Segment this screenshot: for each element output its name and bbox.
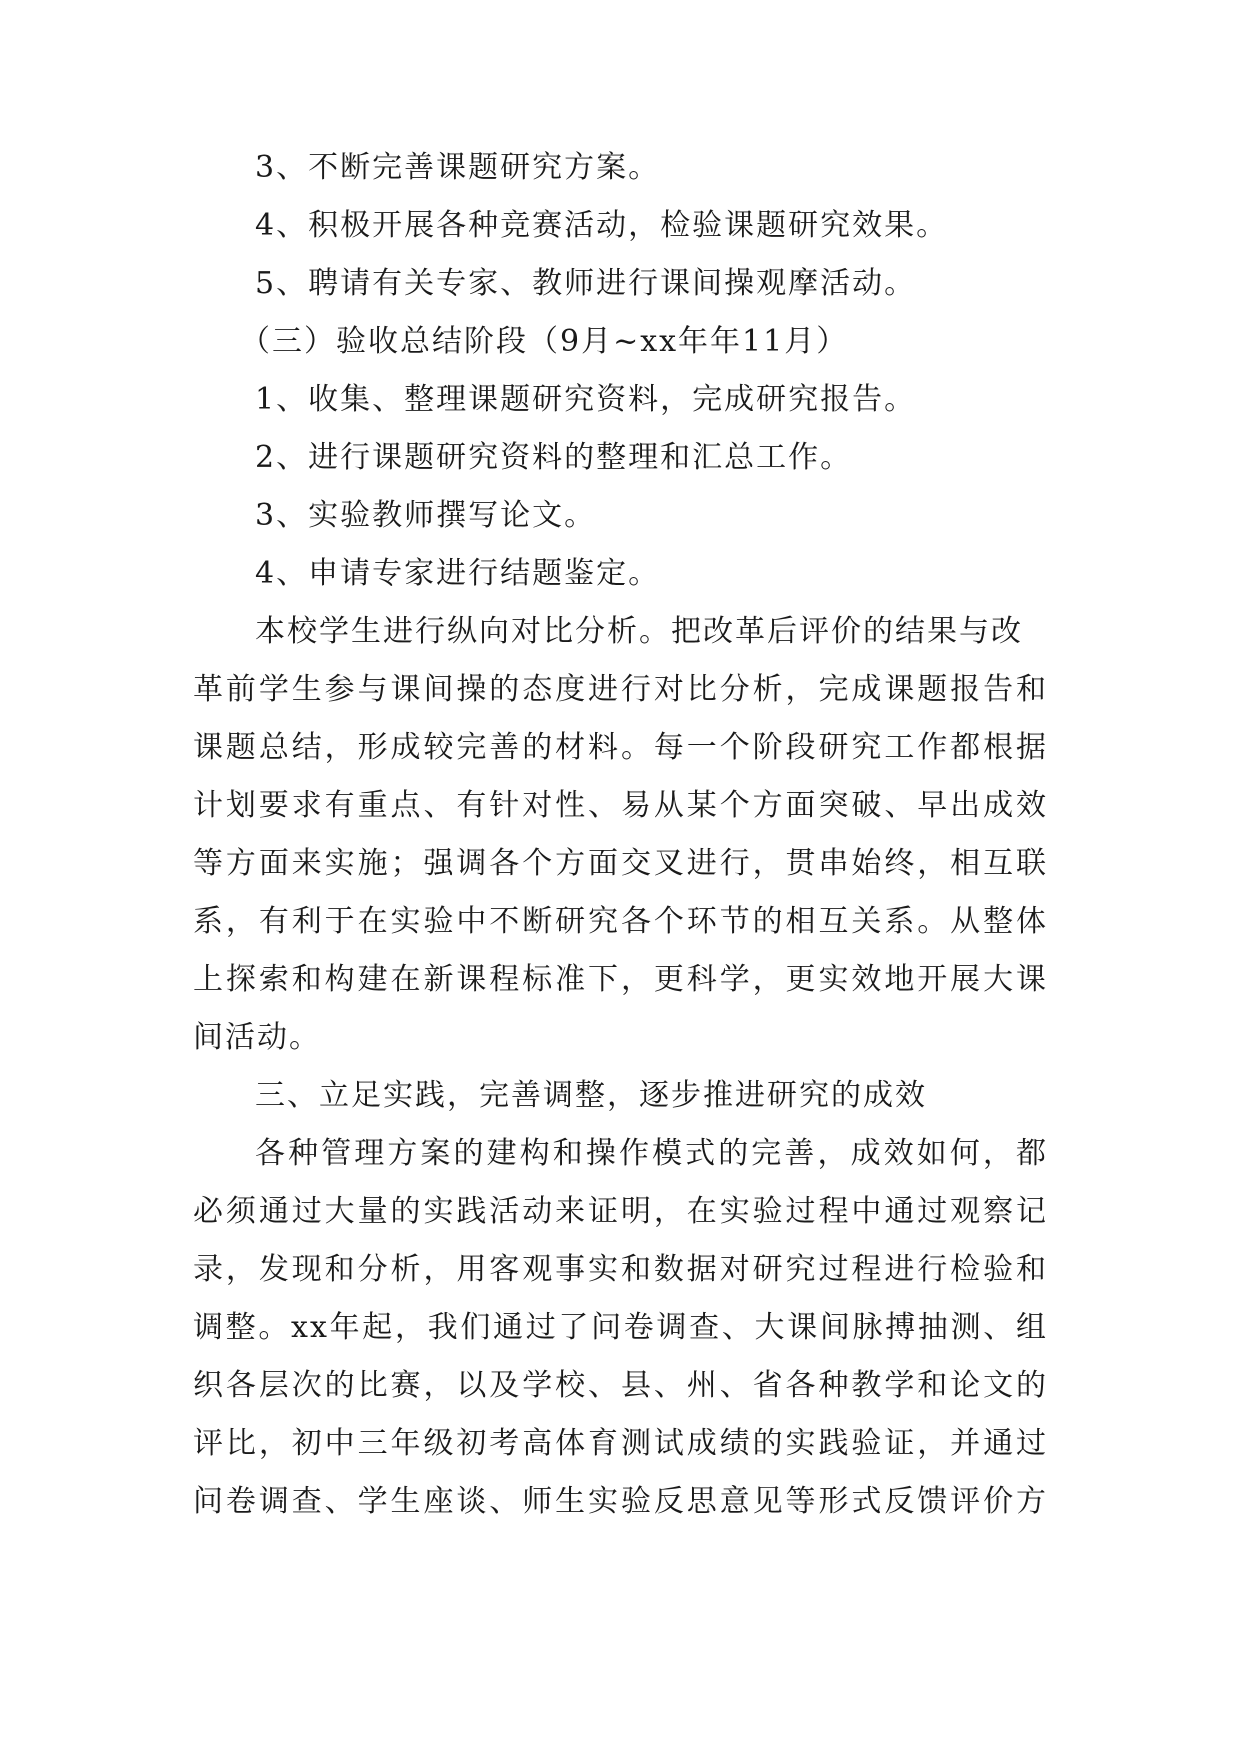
paragraph-line: 问卷调查、学生座谈、师生实验反思意见等形式反馈评价方 — [193, 1484, 1048, 1519]
list-item-4-competitions: 4、积极开展各种竞赛活动，检验课题研究效果。 — [255, 208, 949, 243]
paragraph-line: 革前学生参与课间操的态度进行对比分析，完成课题报告和 — [193, 672, 1048, 707]
paragraph-line: 上探索和构建在新课程标准下，更科学，更实效地开展大课 — [193, 962, 1048, 997]
paragraph-line: 录，发现和分析，用客观事实和数据对研究过程进行检验和 — [193, 1252, 1048, 1287]
paragraph-line: 等方面来实施；强调各个方面交叉进行，贯串始终，相互联 — [193, 846, 1048, 881]
list-item-5-experts: 5、聘请有关专家、教师进行课间操观摩活动。 — [255, 266, 917, 301]
paragraph-line: 课题总结，形成较完善的材料。每一个阶段研究工作都根据 — [193, 730, 1048, 765]
paragraph-line: 必须通过大量的实践活动来证明，在实验过程中通过观察记 — [193, 1194, 1048, 1229]
list-item-4-appraisal: 4、申请专家进行结题鉴定。 — [255, 556, 661, 591]
list-item-3-refine-plan: 3、不断完善课题研究方案。 — [255, 150, 661, 185]
list-item-1-collect: 1、收集、整理课题研究资料，完成研究报告。 — [255, 382, 917, 417]
paragraph-line: 系，有利于在实验中不断研究各个环节的相互关系。从整体 — [193, 904, 1048, 939]
paragraph-line: 间活动。 — [193, 1020, 321, 1055]
paragraph-line: 计划要求有重点、有针对性、易从某个方面突破、早出成效 — [193, 788, 1048, 823]
section-heading-practice: 三、立足实践，完善调整，逐步推进研究的成效 — [255, 1078, 927, 1113]
paragraph-line: 各种管理方案的建构和操作模式的完善，成效如何，都 — [255, 1136, 1048, 1171]
paragraph-line: 评比，初中三年级初考高体育测试成绩的实践验证，并通过 — [193, 1426, 1048, 1461]
section-heading-acceptance-stage: （三）验收总结阶段（9月~xx年年11月） — [240, 324, 849, 359]
paragraph-line: 织各层次的比赛，以及学校、县、州、省各种教学和论文的 — [193, 1368, 1048, 1403]
paragraph-line: 本校学生进行纵向对比分析。把改革后评价的结果与改 — [255, 614, 1023, 649]
paragraph-line: 调整。xx年起，我们通过了问卷调查、大课间脉搏抽测、组 — [193, 1310, 1048, 1345]
list-item-3-papers: 3、实验教师撰写论文。 — [255, 498, 597, 533]
list-item-2-organize: 2、进行课题研究资料的整理和汇总工作。 — [255, 440, 853, 475]
